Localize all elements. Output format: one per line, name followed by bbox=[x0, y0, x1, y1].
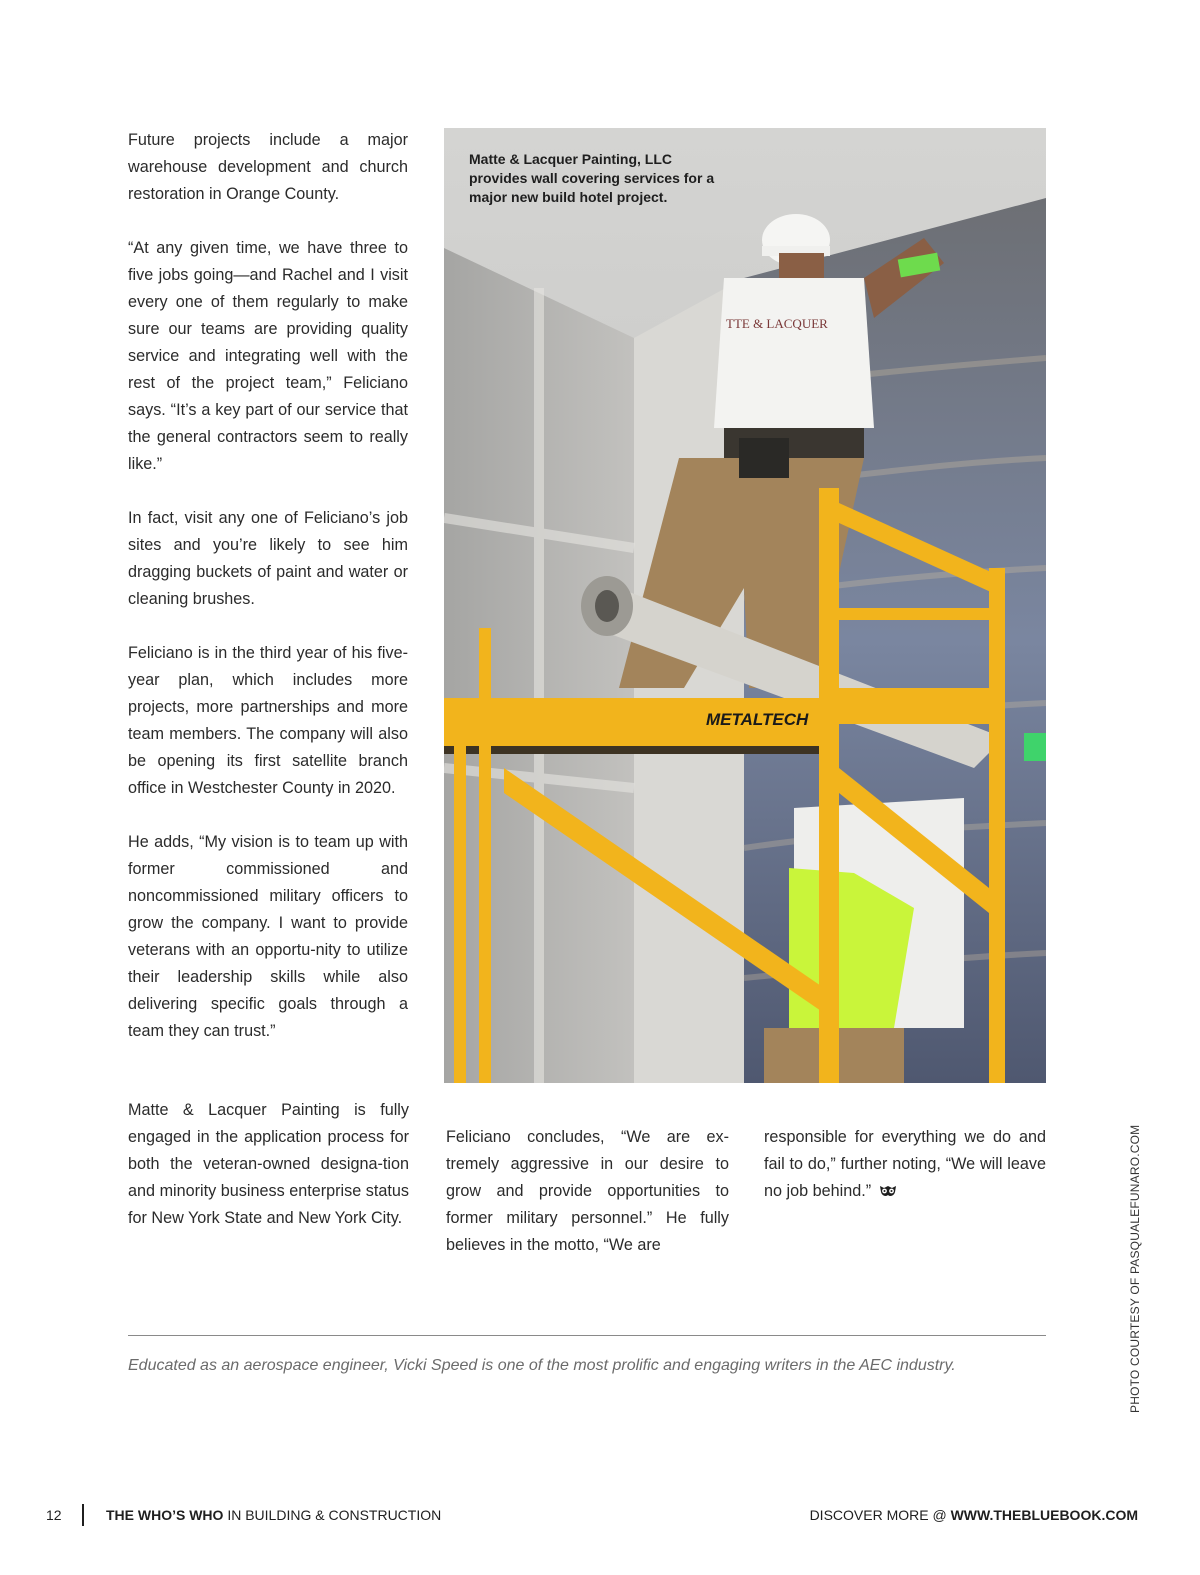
author-bio: Educated as an aerospace engineer, Vicki Speed is one of the most prolific and engaging writers in the AEC industry. bbox=[128, 1357, 956, 1374]
bluebook-link[interactable]: WWW.THEBLUEBOOK.COM bbox=[950, 1507, 1138, 1523]
article-column-middle bbox=[446, 1124, 729, 1259]
article-column-left-top bbox=[128, 127, 408, 1045]
discover-more bbox=[810, 1507, 1138, 1523]
page-footer bbox=[0, 1503, 1200, 1529]
article-paragraph: In fact, visit any one of Feliciano’s job sites and you’re likely to see him dragging buckets of paint and water or cleaning brushes. bbox=[128, 509, 408, 608]
discover-prefix: DISCOVER MORE @ bbox=[809, 1507, 951, 1523]
publication-name-rest: IN BUILDING & CONSTRUCTION bbox=[223, 1507, 442, 1523]
scaffold-brand-text: METALTECH bbox=[706, 710, 809, 729]
bio-divider bbox=[128, 1335, 1046, 1336]
page-number: 12 bbox=[46, 1507, 62, 1523]
owl-end-mark-icon bbox=[879, 1184, 897, 1198]
footer-separator bbox=[82, 1504, 84, 1526]
shirt-logo-text: TTE & LACQUER bbox=[726, 316, 828, 331]
article-paragraph: He adds, “My vision is to team up with former commissioned and noncommissioned military officers to grow the company. I want to provide veterans with an opportu-nity to utilize their leadership skills while also delivering specific goals through a team they can trust.” bbox=[128, 833, 408, 1040]
article-closing-text: responsible for everything we do and fail to do,” further noting, “We will leave no job behind.” bbox=[764, 1128, 1046, 1200]
article-column-left-bottom bbox=[128, 1097, 409, 1232]
photo-illustration bbox=[444, 128, 1046, 1083]
article-paragraph: Feliciano is in the third year of his five-year plan, which includes more projects, more partnerships and more team members. The company will also be opening its first satellite branch office in Westchester County in 2020. bbox=[128, 644, 408, 797]
article-paragraph: Matte & Lacquer Painting is fully engaged in the application process for both the veteran-owned designa-tion and minority business enterprise status for New York State and New York City. bbox=[128, 1101, 409, 1227]
publication-name bbox=[106, 1507, 441, 1523]
article-paragraph: “At any given time, we have three to five jobs going—and Rachel and I visit every one of them regularly to make sure our teams are providing quality service and integrating well with the rest of the project team,” Feliciano says. “It’s a key part of our service that the general contractors seem to really like.” bbox=[128, 239, 408, 473]
article-column-right bbox=[764, 1124, 1046, 1205]
photo-credit: PHOTO COURTESY OF PASQUALEFUNARO.COM bbox=[1128, 1124, 1142, 1413]
article-paragraph: Future projects include a major warehouse development and church restoration in Orange County. bbox=[128, 131, 408, 203]
article-paragraph: Feliciano concludes, “We are ex-tremely aggressive in our desire to grow and provide opportunities to former military personnel.” He fully believes in the motto, “We are bbox=[446, 1128, 729, 1254]
article-photo bbox=[444, 128, 1046, 1083]
article-paragraph bbox=[764, 1124, 1046, 1205]
publication-name-bold: THE WHO’S WHO bbox=[106, 1507, 224, 1523]
photo-caption: Matte & Lacquer Painting, LLC provides wall covering services for a major new build hotel project. bbox=[469, 151, 715, 205]
